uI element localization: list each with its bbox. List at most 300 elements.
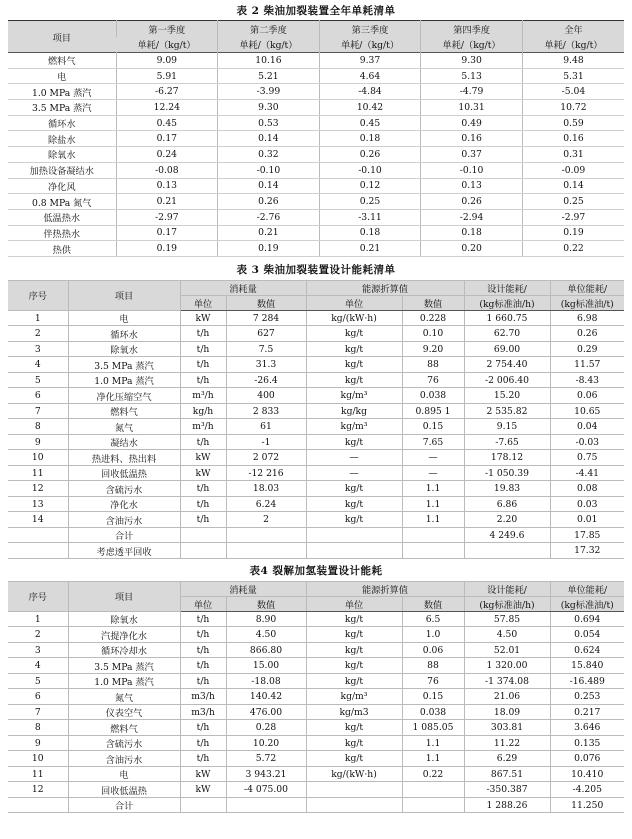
total-unit-energy: 11.250: [550, 797, 624, 813]
energy-unit: kg/t: [306, 627, 402, 643]
energy-unit: kg/t: [306, 326, 402, 342]
q2-value: 9.30: [218, 100, 320, 116]
row-no: 14: [8, 512, 68, 528]
consume-value: 5.72: [226, 751, 306, 767]
row-no: 11: [8, 766, 68, 782]
unit-energy: 11.57: [550, 357, 624, 373]
row-item: 回收低温热: [68, 782, 180, 798]
consume-value: 7.5: [226, 341, 306, 357]
energy-unit: —: [306, 465, 402, 481]
design-energy: 2.20: [464, 512, 550, 528]
consume-unit: t/h: [180, 496, 226, 512]
year-value: 0.19: [522, 225, 624, 241]
consume-unit: t/h: [180, 751, 226, 767]
unit-energy: 0.04: [550, 419, 624, 435]
q4-value: -0.10: [421, 162, 523, 178]
q2-value: -3.99: [218, 84, 320, 100]
table4: [8, 581, 624, 814]
table4-header-item: 项目: [68, 581, 180, 611]
q2-value: -0.10: [218, 162, 320, 178]
q1-value: -6.27: [116, 84, 218, 100]
table4-header-design-unit: (kg标准油/h): [464, 596, 550, 611]
row-item: 除氧水: [8, 147, 116, 163]
q2-value: 0.21: [218, 225, 320, 241]
table-row: [8, 465, 624, 481]
table2-header-year: 全年: [522, 21, 624, 37]
row-item: 含硫污水: [68, 481, 180, 497]
q1-value: 5.91: [116, 68, 218, 84]
energy-unit: kg/m3: [306, 704, 402, 720]
table3: [8, 280, 624, 559]
consume-value: 31.3: [226, 357, 306, 373]
empty-cell: [306, 797, 402, 813]
row-no: 10: [8, 751, 68, 767]
year-value: 0.31: [522, 147, 624, 163]
consume-value: 15.00: [226, 658, 306, 674]
row-no: 1: [8, 310, 68, 326]
consume-unit: m3/h: [180, 704, 226, 720]
consume-unit: t/h: [180, 481, 226, 497]
consume-value: -1: [226, 434, 306, 450]
q4-value: 0.16: [421, 131, 523, 147]
table-row: [8, 611, 624, 627]
row-item: 除氧水: [68, 611, 180, 627]
total-design-energy: 4 249.6: [464, 527, 550, 543]
unit-energy: 0.08: [550, 481, 624, 497]
year-value: 0.22: [522, 241, 624, 257]
total-design-energy: 1 288.26: [464, 797, 550, 813]
energy-unit: kg/t: [306, 658, 402, 674]
table2-caption: 表 2 柴油加裂装置全年单耗清单: [236, 5, 396, 17]
q1-value: -2.97: [116, 209, 218, 225]
unit-energy: 6.98: [550, 310, 624, 326]
unit-energy: 0.135: [550, 735, 624, 751]
consume-value: 627: [226, 326, 306, 342]
design-energy: 303.81: [464, 720, 550, 736]
unit-energy: 0.03: [550, 496, 624, 512]
empty-cell: [226, 543, 306, 559]
q3-value: 0.18: [319, 131, 421, 147]
empty-cell: [306, 527, 402, 543]
energy-value: 0.22: [402, 766, 464, 782]
consume-unit: t/h: [180, 512, 226, 528]
row-item: 循环冷却水: [68, 642, 180, 658]
table4-header-unit: 单位: [306, 596, 402, 611]
energy-unit: kg/t: [306, 496, 402, 512]
table-row: [8, 241, 624, 257]
table2: [8, 20, 624, 257]
row-item: 加热设备凝结水: [8, 162, 116, 178]
year-value: 5.31: [522, 68, 624, 84]
empty-cell: [226, 797, 306, 813]
unit-energy: 0.217: [550, 704, 624, 720]
row-item: 仪表空气: [68, 704, 180, 720]
energy-unit: kg/m³: [306, 419, 402, 435]
row-item: 3.5 MPa 蒸汽: [8, 100, 116, 116]
q3-value: -0.10: [319, 162, 421, 178]
design-energy: -2 006.40: [464, 372, 550, 388]
row-item: 除氧水: [68, 341, 180, 357]
q2-value: 10.16: [218, 53, 320, 69]
row-item: 电: [68, 310, 180, 326]
q3-value: 4.64: [319, 68, 421, 84]
q3-value: 0.25: [319, 194, 421, 210]
unit-energy: 0.75: [550, 450, 624, 466]
row-item: 循环水: [8, 115, 116, 131]
design-energy: 62.70: [464, 326, 550, 342]
energy-unit: kg/kg: [306, 403, 402, 419]
row-item: 燃料气: [68, 403, 180, 419]
year-value: 9.48: [522, 53, 624, 69]
q3-value: -3.11: [319, 209, 421, 225]
total-row: [8, 797, 624, 813]
unit-energy: 0.253: [550, 689, 624, 705]
q1-value: 0.13: [116, 178, 218, 194]
year-value: -2.97: [522, 209, 624, 225]
energy-value: 1.0: [402, 627, 464, 643]
q3-value: 0.45: [319, 115, 421, 131]
energy-value: 0.15: [402, 419, 464, 435]
consume-unit: t/h: [180, 735, 226, 751]
consume-unit: t/h: [180, 673, 226, 689]
q4-value: 10.31: [421, 100, 523, 116]
energy-value: 0.10: [402, 326, 464, 342]
energy-value: 7.65: [402, 434, 464, 450]
table-row: [8, 673, 624, 689]
design-energy: 15.20: [464, 388, 550, 404]
table-row: [8, 689, 624, 705]
recover-unit-energy: 17.32: [550, 543, 624, 559]
q1-value: 0.17: [116, 131, 218, 147]
row-item: 净化压缩空气: [68, 388, 180, 404]
energy-value: 1.1: [402, 512, 464, 528]
table2-header-q2: 第二季度: [218, 21, 320, 37]
energy-unit: kg/t: [306, 372, 402, 388]
row-item: 除盐水: [8, 131, 116, 147]
table-row: [8, 419, 624, 435]
table-row: [8, 131, 624, 147]
unit-energy: 0.06: [550, 388, 624, 404]
row-no: 3: [8, 341, 68, 357]
table3-caption: 表 3 柴油加裂装置设计能耗清单: [236, 263, 396, 276]
energy-value: 1.1: [402, 496, 464, 512]
consume-value: 476.00: [226, 704, 306, 720]
year-value: 0.25: [522, 194, 624, 210]
design-energy: 9.15: [464, 419, 550, 435]
recover-label: 考虑透平回收: [68, 543, 180, 559]
row-no: 6: [8, 388, 68, 404]
unit-energy: -8.43: [550, 372, 624, 388]
energy-unit: kg/(kW·h): [306, 766, 402, 782]
q4-value: 0.20: [421, 241, 523, 257]
year-value: 0.16: [522, 131, 624, 147]
table3-header-design: 设计能耗/: [464, 280, 550, 295]
table4-header-value: 数值: [226, 596, 306, 611]
table-row: [8, 450, 624, 466]
total-unit-energy: 17.85: [550, 527, 624, 543]
design-energy: -350.387: [464, 782, 550, 798]
empty-cell: [306, 543, 402, 559]
table2-header-unit: 单耗/（kg/t）: [116, 37, 218, 53]
unit-energy: 0.076: [550, 751, 624, 767]
table-row: [8, 100, 624, 116]
q2-value: -2.76: [218, 209, 320, 225]
table2-header-unit: 单耗/（kg/t）: [319, 37, 421, 53]
energy-value: 76: [402, 372, 464, 388]
row-no: 5: [8, 673, 68, 689]
table3-header-consume: 消耗量: [180, 280, 306, 295]
table2-header-q1: 第一季度: [116, 21, 218, 37]
consume-unit: t/h: [180, 658, 226, 674]
row-no: 7: [8, 704, 68, 720]
energy-value: 1.1: [402, 735, 464, 751]
energy-value: 9.20: [402, 341, 464, 357]
consume-unit: t/h: [180, 357, 226, 373]
q4-value: 9.30: [421, 53, 523, 69]
q4-value: 0.18: [421, 225, 523, 241]
table4-header-unit-energy: 单位能耗/: [550, 581, 624, 596]
table3-header-item: 项目: [68, 280, 180, 310]
row-item: 0.8 MPa 氮气: [8, 194, 116, 210]
table4-header-energy: 能源折算值: [306, 581, 464, 596]
consume-unit: t/h: [180, 326, 226, 342]
table3-body: [8, 310, 624, 558]
energy-value: 0.15: [402, 689, 464, 705]
row-item: 回收低温热: [68, 465, 180, 481]
energy-unit: kg/t: [306, 481, 402, 497]
energy-unit: —: [306, 450, 402, 466]
q4-value: -2.94: [421, 209, 523, 225]
design-energy: 6.86: [464, 496, 550, 512]
design-energy: 178.12: [464, 450, 550, 466]
table2-header-q3: 第三季度: [319, 21, 421, 37]
year-value: 0.14: [522, 178, 624, 194]
table-row: [8, 642, 624, 658]
q3-value: 10.42: [319, 100, 421, 116]
unit-energy: 0.624: [550, 642, 624, 658]
energy-unit: kg/t: [306, 341, 402, 357]
energy-value: [402, 782, 464, 798]
consume-value: 140.42: [226, 689, 306, 705]
unit-energy: 0.054: [550, 627, 624, 643]
unit-energy: 10.410: [550, 766, 624, 782]
q1-value: 9.09: [116, 53, 218, 69]
energy-unit: kg/t: [306, 512, 402, 528]
table3-header-no: 序号: [8, 280, 68, 310]
row-item: 1.0 MPa 蒸汽: [8, 84, 116, 100]
year-value: 0.59: [522, 115, 624, 131]
table-row: [8, 627, 624, 643]
q3-value: 0.21: [319, 241, 421, 257]
consume-value: 866.80: [226, 642, 306, 658]
table-row: [8, 782, 624, 798]
table-row: [8, 68, 624, 84]
row-item: 伴热热水: [8, 225, 116, 241]
row-item: 燃料气: [8, 53, 116, 69]
row-item: 1.0 MPa 蒸汽: [68, 372, 180, 388]
table4-header-unit: 单位: [180, 596, 226, 611]
unit-energy: 10.65: [550, 403, 624, 419]
row-item: 3.5 MPa 蒸汽: [68, 658, 180, 674]
design-energy: 69.00: [464, 341, 550, 357]
row-item: 氮气: [68, 419, 180, 435]
consume-value: -18.08: [226, 673, 306, 689]
table-row: [8, 434, 624, 450]
table-row: [8, 403, 624, 419]
table-row: [8, 53, 624, 69]
energy-unit: kg/m³: [306, 388, 402, 404]
energy-unit: kg/t: [306, 357, 402, 373]
consume-unit: t/h: [180, 341, 226, 357]
energy-value: 0.895 1: [402, 403, 464, 419]
unit-energy: -4.205: [550, 782, 624, 798]
energy-value: 6.5: [402, 611, 464, 627]
row-no: 7: [8, 403, 68, 419]
energy-unit: [306, 782, 402, 798]
row-no: 9: [8, 434, 68, 450]
table2-header-unit: 单耗/（kg/t）: [421, 37, 523, 53]
q4-value: -4.79: [421, 84, 523, 100]
design-energy: -1 050.39: [464, 465, 550, 481]
table-row: [8, 341, 624, 357]
recover-row: [8, 543, 624, 559]
empty-cell: [180, 797, 226, 813]
table4-header-consume: 消耗量: [180, 581, 306, 596]
q3-value: 0.26: [319, 147, 421, 163]
q1-value: 0.19: [116, 241, 218, 257]
design-energy: 11.22: [464, 735, 550, 751]
design-energy: 2 754.40: [464, 357, 550, 373]
consume-value: -26.4: [226, 372, 306, 388]
row-no: 12: [8, 481, 68, 497]
consume-unit: t/h: [180, 611, 226, 627]
consume-unit: t/h: [180, 720, 226, 736]
design-energy: 1 660.75: [464, 310, 550, 326]
row-item: 含油污水: [68, 512, 180, 528]
table-row: [8, 720, 624, 736]
table3-header-unit-energy: 单位能耗/: [550, 280, 624, 295]
row-item: 净化风: [8, 178, 116, 194]
energy-unit: kg/t: [306, 642, 402, 658]
empty-cell: [180, 543, 226, 559]
q3-value: 0.12: [319, 178, 421, 194]
design-energy: 1 320.00: [464, 658, 550, 674]
table3-header-value: 数值: [402, 295, 464, 310]
consume-unit: kW: [180, 450, 226, 466]
energy-unit: kg/(kW·h): [306, 310, 402, 326]
energy-value: 0.038: [402, 388, 464, 404]
energy-value: 88: [402, 658, 464, 674]
unit-energy: 15.840: [550, 658, 624, 674]
energy-value: 1 085.05: [402, 720, 464, 736]
row-no: 8: [8, 720, 68, 736]
q1-value: 12.24: [116, 100, 218, 116]
consume-value: 2 072: [226, 450, 306, 466]
year-value: 10.72: [522, 100, 624, 116]
q2-value: 0.19: [218, 241, 320, 257]
row-no: 1: [8, 611, 68, 627]
table3-header-unit: 单位: [306, 295, 402, 310]
row-item: 净化水: [68, 496, 180, 512]
q2-value: 0.32: [218, 147, 320, 163]
row-no: 4: [8, 357, 68, 373]
energy-value: 88: [402, 357, 464, 373]
consume-value: 0.28: [226, 720, 306, 736]
row-item: 低温热水: [8, 209, 116, 225]
consume-unit: t/h: [180, 372, 226, 388]
energy-unit: kg/m³: [306, 689, 402, 705]
design-energy: 57.85: [464, 611, 550, 627]
unit-energy: 0.01: [550, 512, 624, 528]
row-no: 2: [8, 627, 68, 643]
table-row: [8, 84, 624, 100]
unit-energy: 0.694: [550, 611, 624, 627]
empty-cell: [402, 527, 464, 543]
table-row: [8, 357, 624, 373]
q1-value: 0.24: [116, 147, 218, 163]
table3-header-energy: 能源折算值: [306, 280, 464, 295]
table2-body: [8, 53, 624, 257]
table-row: [8, 388, 624, 404]
total-label: 合计: [68, 527, 180, 543]
table4-header-no: 序号: [8, 581, 68, 611]
energy-value: 76: [402, 673, 464, 689]
row-item: 电: [8, 68, 116, 84]
table-row: [8, 496, 624, 512]
q2-value: 0.53: [218, 115, 320, 131]
consume-value: 3 943.21: [226, 766, 306, 782]
row-no: 2: [8, 326, 68, 342]
energy-value: 0.06: [402, 642, 464, 658]
consume-unit: kW: [180, 310, 226, 326]
energy-unit: kg/t: [306, 434, 402, 450]
energy-value: 0.228: [402, 310, 464, 326]
total-row: [8, 527, 624, 543]
table-row: [8, 704, 624, 720]
consume-unit: t/h: [180, 434, 226, 450]
table3-header-value: 数值: [226, 295, 306, 310]
table4-header-unit-energy-unit: (kg标准油/t): [550, 596, 624, 611]
table4-header-design: 设计能耗/: [464, 581, 550, 596]
table-row: [8, 766, 624, 782]
consume-value: 18.03: [226, 481, 306, 497]
table-row: [8, 225, 624, 241]
consume-value: 400: [226, 388, 306, 404]
q2-value: 0.14: [218, 178, 320, 194]
unit-energy: 0.29: [550, 341, 624, 357]
unit-energy: -16.489: [550, 673, 624, 689]
row-no: 8: [8, 419, 68, 435]
unit-energy: -0.03: [550, 434, 624, 450]
unit-energy: 0.26: [550, 326, 624, 342]
q4-value: 0.49: [421, 115, 523, 131]
row-item: 1.0 MPa 蒸汽: [68, 673, 180, 689]
row-no: 10: [8, 450, 68, 466]
energy-unit: kg/t: [306, 735, 402, 751]
design-energy: -1 374.08: [464, 673, 550, 689]
unit-energy: -4.41: [550, 465, 624, 481]
row-no: 3: [8, 642, 68, 658]
table2-header-q4: 第四季度: [421, 21, 523, 37]
table-row: [8, 326, 624, 342]
energy-unit: kg/t: [306, 720, 402, 736]
table-row: [8, 194, 624, 210]
consume-value: 6.24: [226, 496, 306, 512]
row-item: 凝结水: [68, 434, 180, 450]
energy-value: —: [402, 450, 464, 466]
q2-value: 0.14: [218, 131, 320, 147]
row-no: 4: [8, 658, 68, 674]
